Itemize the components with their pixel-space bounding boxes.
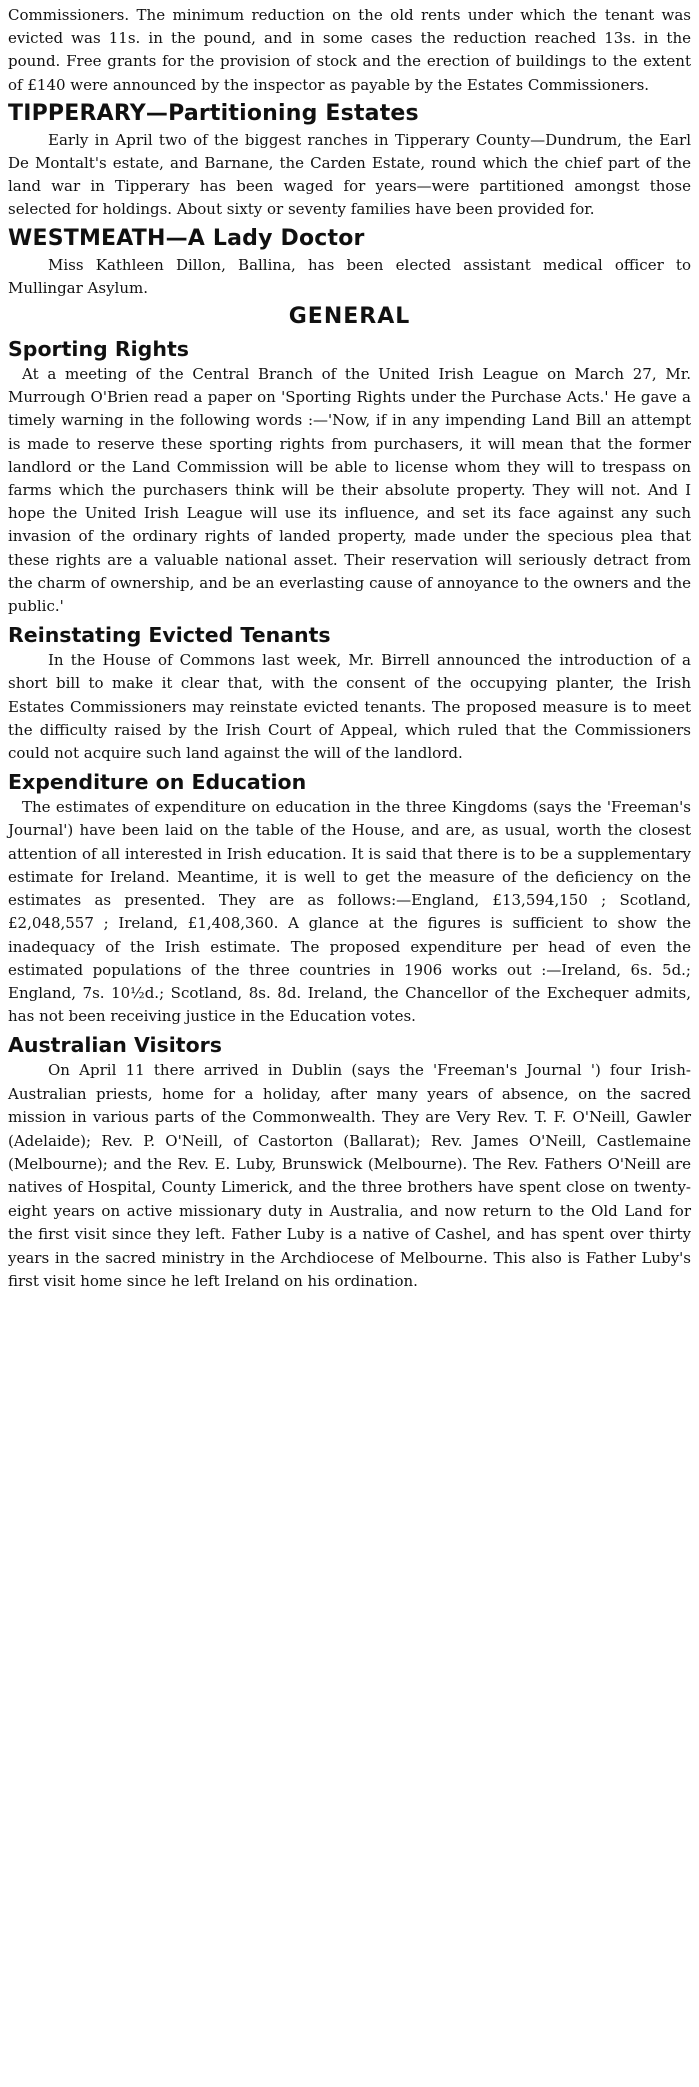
general-section-title: GENERAL bbox=[288, 304, 411, 330]
australian-visitors-paragraph: On April 11 there arrived in Dublin (says the 'Freeman's Journal ') four Irish-Australian priests, home for a holiday, after many years of absence, on the sacred mission in various parts of the Commonwealth. They are Very Rev. T. F. O'Neill, Gawler (Adelaide); Rev. P. O'Neill, of Castorton (Ballarat); Rev. James O'Neill, Castlemaine (Melbourne); and the Rev. E. Luby, Brunswick (Melbourne). The Rev. Fathers O'Neill are natives of Hospital, County Limerick, and the three brothers have spent close on twenty-eight years on active missionary duty in Australia, and now return to the Old Land for the first visit since they left. Father Luby is a native of Cashel, and has spent over thirty years in the sacred ministry in the Archdiocese of Melbourne. This also is Father Luby's first visit home since he left Ireland on his ordination. bbox=[8, 1061, 691, 1290]
australian-visitors-heading: Australian Visitors bbox=[8, 1033, 222, 1058]
sporting-rights-heading: Sporting Rights bbox=[8, 337, 189, 362]
sporting-rights-paragraph: At a meeting of the Central Branch of the United Irish League on March 27, Mr. Murrough O'Brien read a paper on 'Sporting Rights under the Purchase Acts.' He gave a timely warning in the following words :—'Now, if in any impending Land Bill an attempt is made to reserve these sporting rights from purchasers, it will mean that the former landlord or the Land Commission will be able to license whom they will to trespass on farms which the purchasers think will be their absolute property. They will not. And I hope the United Irish League will use its influence, and set its face against any such invasion of the ordinary rights of landed property, made under the specious plea that these rights are a valuable national asset. Their reservation will seriously detract from the charm of ownership, and be an everlasting cause of annoyance to the owners and the public.' bbox=[8, 365, 691, 616]
education-paragraph: The estimates of expenditure on education in the three Kingdoms (says the 'Freeman's Journal') have been laid on the table of the House, and are, as usual, worth the closest attention of all interested in Irish education. It is said that there is to be a supplementary estimate for Ireland. Meantime, it is well to get the measure of the deficiency on the estimates as presented. They are as follows:—England, £13,594,150 ; Scotland, £2,048,557 ; Ireland, £1,408,360. A glance at the figures is sufficient to show the inadequacy of the Irish estimate. The proposed expenditure per head of even the estimated populations of the three countries in 1906 works out :—Ireland, 6s. 5d.; England, 7s. 10½d.; Scotland, 8s. 8d. Ireland, the Chancellor of the Exchequer admits, has not been receiving justice in the Education votes. bbox=[8, 798, 691, 1026]
tipperary-heading: TIPPERARY—Partitioning Estates bbox=[8, 100, 419, 126]
reinstating-paragraph: In the House of Commons last week, Mr. Birrell announced the introduction of a short bill to make it clear that, with the consent of the occupying planter, the Irish Estates Commissioners may reinstate evicted tenants. The proposed measure is to meet the difficulty raised by the Irish Court of Appeal, which ruled that the Commissioners could not acquire such land against the will of the landlord. bbox=[8, 651, 691, 763]
westmeath-heading: WESTMEATH—A Lady Doctor bbox=[8, 225, 365, 251]
opening-paragraph: Commissioners. The minimum reduction on the old rents under which the tenant was evicted was 11s. in the pound, and in some cases the reduction reached 13s. in the pound. Free grants for the provision of stock and the erection of buildings to the extent of £140 were announced by the inspector as payable by the Estates Commissioners. bbox=[8, 6, 691, 94]
tipperary-paragraph: Early in April two of the biggest ranches in Tipperary County—Dundrum, the Earl De Montalt's estate, and Barnane, the Carden Estate, round which the chief part of the land war in Tipperary has been waged for years—were partitioned amongst those selected for holdings. About sixty or seventy families have been provided for. bbox=[8, 130, 691, 219]
reinstating-heading: Reinstating Evicted Tenants bbox=[8, 623, 331, 648]
westmeath-paragraph: Miss Kathleen Dillon, Ballina, has been elected assistant medical officer to Mullingar Asylum. bbox=[8, 255, 691, 297]
education-heading: Expenditure on Education bbox=[8, 770, 307, 795]
